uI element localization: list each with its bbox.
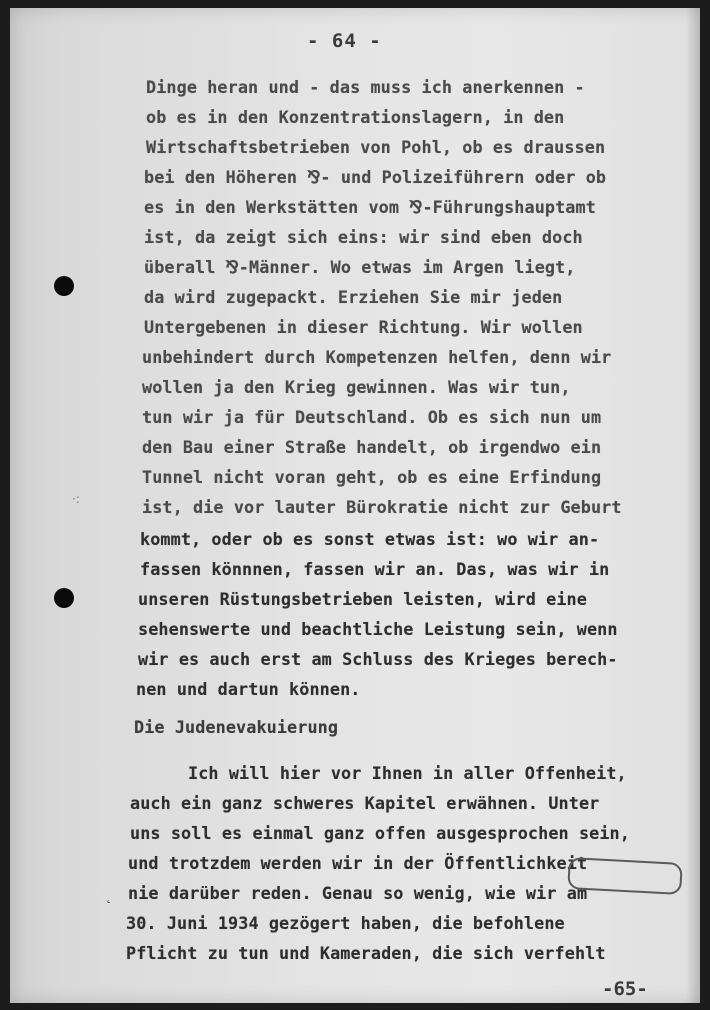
text-line: sehenswerte und beachtliche Leistung sein, wenn	[138, 619, 618, 639]
document-page	[10, 8, 700, 1003]
text-line: 30. Juni 1934 gezögert haben, die befohlene	[126, 913, 565, 933]
text-line: überall ⅋-Männer. Wo etwas im Argen liegt,	[144, 257, 576, 277]
handwritten-circle-mark	[567, 857, 683, 895]
text-line: Dinge heran und - das muss ich anerkennen -	[146, 77, 585, 97]
text-line: ob es in den Konzentrationslagern, in den	[146, 107, 565, 127]
page-number-top: - 64 -	[307, 30, 382, 52]
text-line: nie darüber reden. Genau so wenig, wie wir am	[128, 883, 588, 903]
text-line: den Bau einer Straße handelt, ob irgendwo ein	[142, 437, 602, 457]
punch-hole-upper	[54, 276, 74, 296]
text-line: es in den Werkstätten vom ⅋-Führungshauptamt	[144, 197, 596, 217]
text-line: tun wir ja für Deutschland. Ob es sich nun um	[142, 407, 602, 427]
text-line: ist, da zeigt sich eins: wir sind eben doch	[144, 227, 583, 247]
text-line: uns soll es einmal ganz offen ausgesprochen sein,	[130, 823, 630, 843]
text-line: Untergebenen in dieser Richtung. Wir wollen	[144, 317, 583, 337]
text-line: und trotzdem werden wir in der Öffentlichkeit	[128, 853, 588, 873]
text-line: fassen könnnen, fassen wir an. Das, was wir in	[140, 559, 610, 579]
text-line: da wird zugepackt. Erziehen Sie mir jeden	[144, 287, 563, 307]
text-line: nen und dartun können.	[136, 679, 361, 699]
text-line: kommt, oder ob es sonst etwas ist: wo wir an-	[140, 529, 600, 549]
page-number-bottom: -65-	[602, 978, 648, 1000]
scan-speck: ·:	[72, 492, 80, 506]
text-line: ist, die vor lauter Bürokratie nicht zur Geburt	[142, 497, 622, 517]
text-line: unseren Rüstungsbetrieben leisten, wird eine	[138, 589, 587, 609]
page-edge-shadow	[686, 8, 700, 1003]
text-line: Tunnel nicht voran geht, ob es eine Erfindung	[142, 467, 602, 487]
text-line: wollen ja den Krieg gewinnen. Was wir tun,	[142, 377, 571, 397]
text-line: wir es auch erst am Schluss des Krieges berech-	[138, 649, 618, 669]
text-line: Ich will hier vor Ihnen in aller Offenheit,	[188, 763, 627, 783]
punch-hole-lower	[54, 588, 74, 608]
text-line: bei den Höheren ⅋- und Polizeiführern oder ob	[144, 167, 607, 187]
text-line: Pflicht zu tun und Kameraden, die sich verfehlt	[126, 943, 606, 963]
text-line: auch ein ganz schweres Kapitel erwähnen. Unter	[130, 793, 600, 813]
section-heading: Die Judenevakuierung	[134, 717, 339, 737]
text-line: Wirtschaftsbetrieben von Pohl, ob es draussen	[146, 137, 606, 157]
text-line: unbehindert durch Kompetenzen helfen, denn wir	[142, 347, 612, 367]
margin-tick: ˛	[105, 888, 112, 904]
